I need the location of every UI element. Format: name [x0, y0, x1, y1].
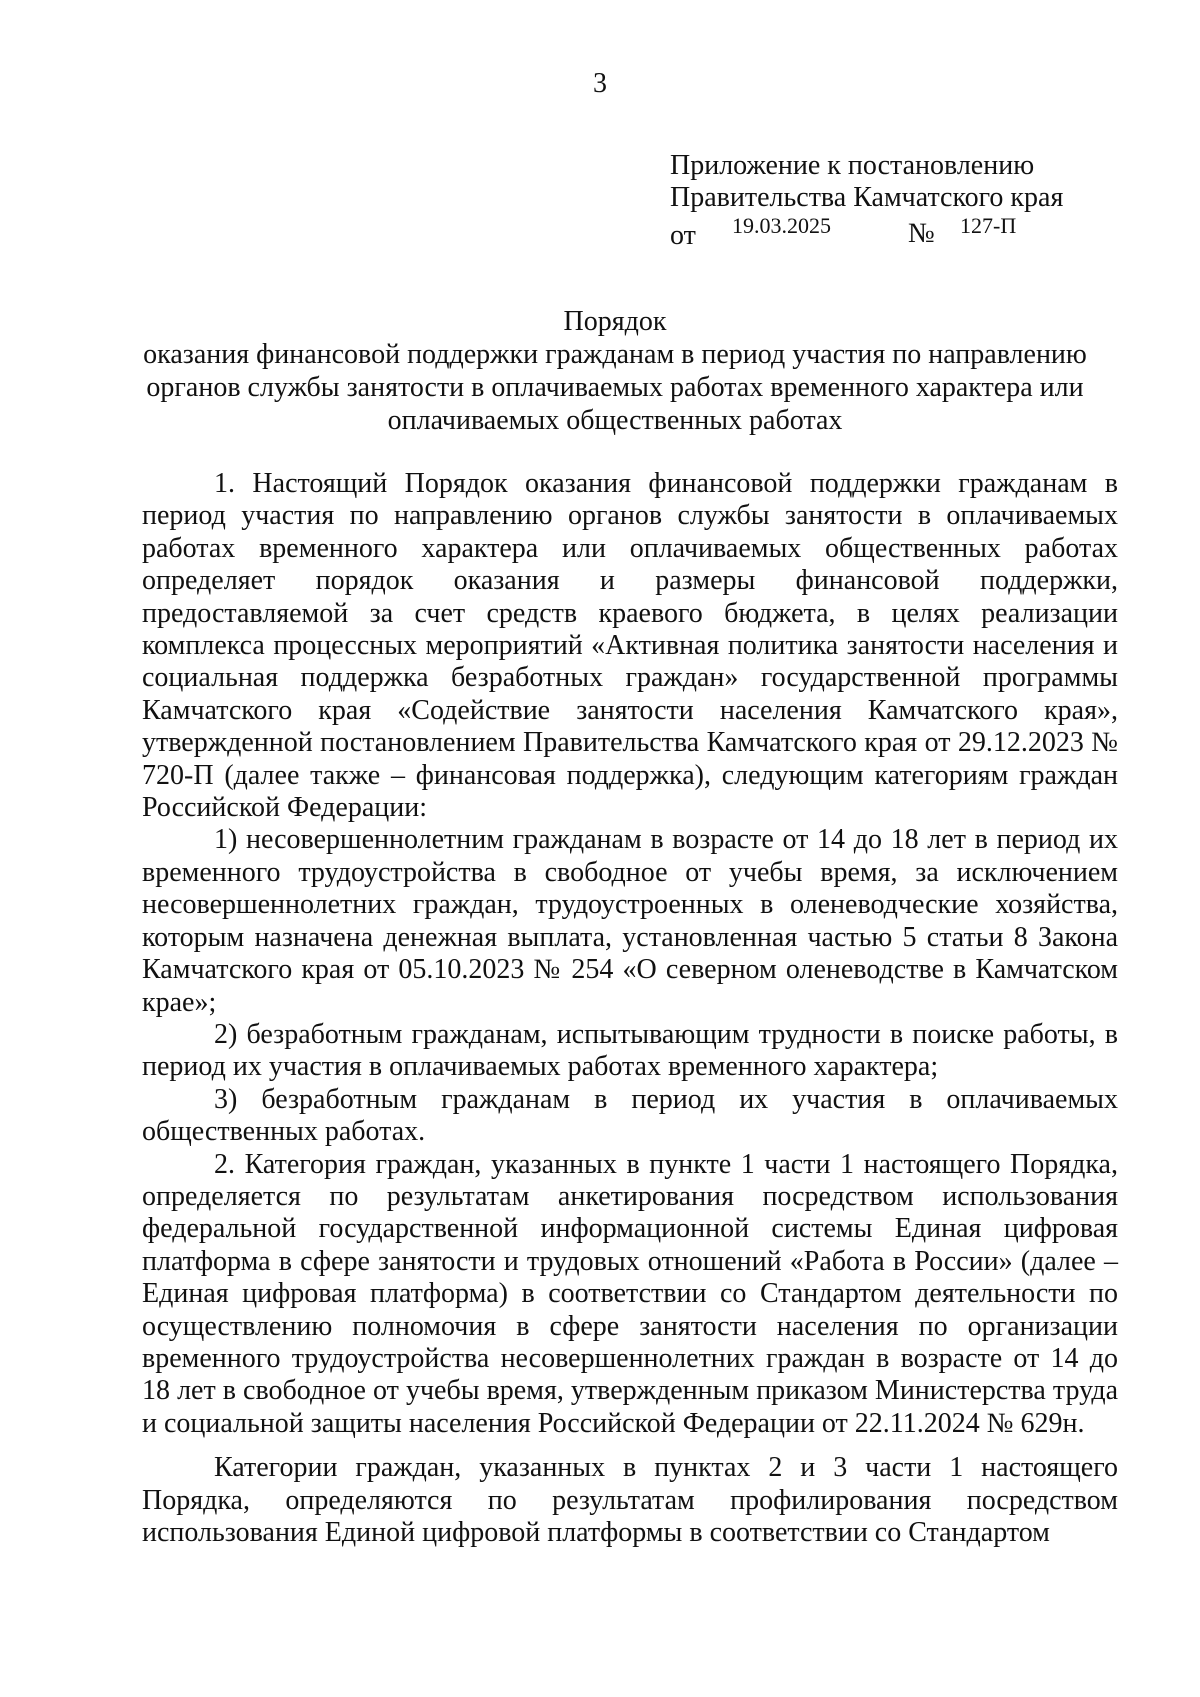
- paragraph-2: 2. Категория граждан, указанных в пункте 1 части 1 настоящего Порядка, определяется по результатам анкетирования посредством использования федеральной государственной информационной системы Единая цифровая платформа в сфере занятости и трудовых отношений «Работа в России» (далее – Единая цифровая платформа) в соответствии со Стандартом деятельности по осуществлению полномочия в сфере занятости населения по организации временного трудоустройства несовершеннолетних граждан в возрасте от 14 до 18 лет в свободное от учебы время, утвержденным приказом Министерства труда и социальной защиты населения Российской Федерации от 22.11.2024 № 629н.: [142, 1148, 1118, 1439]
- appendix-reference-row: [670, 214, 1120, 250]
- title-heading: Порядок: [563, 306, 667, 337]
- appendix-line-2: Правительства Камчатского края: [670, 182, 1064, 213]
- number-sign-label: №: [908, 218, 935, 249]
- appendix-block: [670, 150, 1120, 250]
- resolution-number: 127-П: [960, 213, 1017, 238]
- page-number: 3: [593, 68, 607, 99]
- paragraph-2-continued: Категории граждан, указанных в пунктах 2 и 3 части 1 настоящего Порядка, определяются по результатам профилирования посредством использования Единой цифровой платформы в соответствии со Стандартом: [142, 1452, 1118, 1548]
- title-subheading: оказания финансовой поддержки гражданам в период участия по направлению органов службы занятости в оплачиваемых работах временного характера или оплачиваемых общественных работах: [143, 339, 1087, 436]
- resolution-date: 19.03.2025: [732, 213, 831, 238]
- document-body: [142, 468, 1118, 1549]
- paragraph-1: 1. Настоящий Порядок оказания финансовой поддержки гражданам в период участия по направлению органов службы занятости в оплачиваемых работах временного характера или оплачиваемых общественных работах определяет порядок оказания и размеры финансовой поддержки, предоставляемой за счет средств краевого бюджета, в целях реализации комплекса процессных мероприятий «Активная политика занятости населения и социальная поддержка безработных граждан» государственной программы Камчатского края «Содействие занятости населения Камчатского края», утвержденной постановлением Правительства Камчатского края от 29.12.2023 № 720-П (далее также – финансовая поддержка), следующим категориям граждан Российской Федерации:: [142, 468, 1118, 824]
- paragraph-1-item-2: 2) безработным гражданам, испытывающим трудности в поиске работы, в период их участия в оплачиваемых работах временного характера;: [142, 1018, 1118, 1083]
- paragraph-1-item-1: 1) несовершеннолетним гражданам в возрасте от 14 до 18 лет в период их временного трудоустройства в свободное от учебы время, за исключением несовершеннолетних граждан, трудоустроенных в оленеводческие хозяйства, которым назначена денежная выплата, установленная частью 5 статьи 8 Закона Камчатского края от 05.10.2023 № 254 «О северном оленеводстве в Камчатском крае»;: [142, 824, 1118, 1018]
- date-prefix-label: от: [670, 220, 696, 251]
- document-title: [130, 305, 1100, 437]
- appendix-line-1: Приложение к постановлению: [670, 150, 1035, 181]
- paragraph-1-item-3: 3) безработным гражданам в период их участия в оплачиваемых общественных работах.: [142, 1083, 1118, 1148]
